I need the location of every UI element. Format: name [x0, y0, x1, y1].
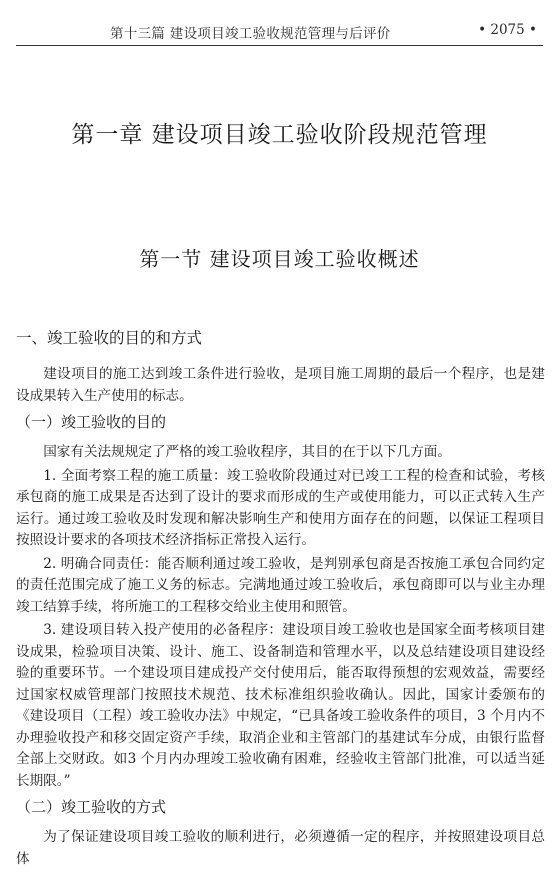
subheading-purpose: （一）竣工验收的目的 — [16, 413, 167, 431]
paragraph-item-2: 2. 明确合同责任：能否顺利通过竣工验收，是判别承包商是否按施工承包合同约定的责任范围完成了施工义务的标志。完满地通过竣工验收后，承包商即可以与业主办理竣工结算手续，将所施工的工程移交给业主使用和照管。 — [16, 555, 545, 615]
paragraph-methods: 为了保证建设项目竣工验收的顺利进行，必须遵循一定的程序，并按照建设项目总体 — [16, 829, 545, 867]
header-rule — [16, 45, 543, 46]
paragraph-purpose-lead: 国家有关法规规定了严格的竣工验收程序，其目的在于以下几方面。 — [43, 444, 451, 460]
paragraph-intro: 建设项目的施工达到竣工条件进行验收，是项目施工周期的最后一个程序，也是建设成果转入生产使用的标志。 — [16, 366, 545, 404]
heading-purpose-and-methods: 一、竣工验收的目的和方式 — [16, 329, 203, 347]
page-number: • 2075 • — [478, 22, 537, 38]
body-text — [16, 326, 545, 872]
chapter-title: 第一章 建设项目竣工验收阶段规范管理 — [71, 122, 488, 148]
paragraph-item-1: 1. 全面考察工程的施工质量：竣工验收阶段通过对已竣工工程的检查和试验，考核承包商的施工成果是否达到了设计的要求而形成的生产或使用能力，可以正式转入生产运行。通过竣工验收及时发现和解决影响生产和使用方面存在的问题，以保证工程项目按照设计要求的各项技术经济指标正常投入运行。 — [16, 467, 545, 548]
paragraph-item-3: 3. 建设项目转入投产使用的必备程序：建设项目竣工验收也是国家全面考核项目建设成果，检验项目决策、设计、施工、设备制造和管理水平，以及总结建设项目建设经验的重要环节。一个建设项目建成投产交付使用后，能否取得预想的宏观效益，需要经过国家权威管理部门按照技术规范、技术标准组织验收确认。因此，国家计委颁布的《建设项目（工程）竣工验收办法》中规定，“已具备竣工验收条件的项目，3 个月内不办理验收投产和移交固定资产手续，取消企业和主管部门的基建试车分成，由银行监督全部上交财政。如3 个月内办理竣工验收确有困难，经验收主管部门批准，可以适当延长期限。” — [16, 622, 545, 789]
section-title: 第一节 建设项目竣工验收概述 — [139, 247, 420, 271]
subheading-methods: （二）竣工验收的方式 — [16, 798, 167, 816]
page-header — [0, 0, 559, 46]
running-title: 第十三篇 建设项目竣工验收规范管理与后评价 — [110, 26, 391, 42]
